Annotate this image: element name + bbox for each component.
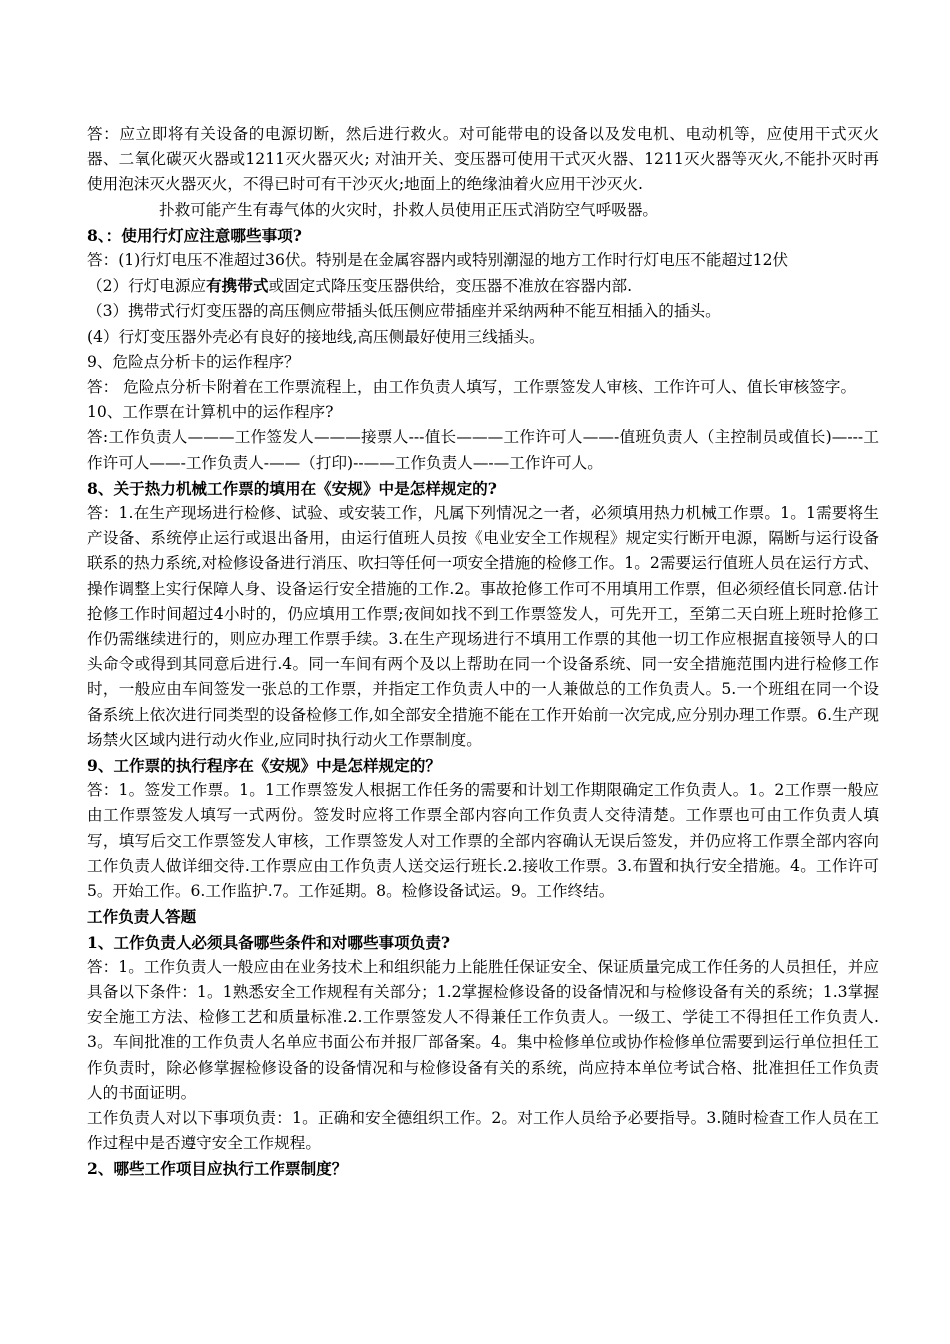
paragraph-leader-responsibilities: 工作负责人对以下事项负责：1。正确和安全德组织工作。2。对工作人员给予必要指导。3.随时检查工作人员在工作过程中是否遵守安全工作规程。 xyxy=(87,1108,879,1153)
section-heading-work-leader: 工作负责人答题 xyxy=(87,907,197,927)
paragraph-answer-fire: 答：应立即将有关设备的电源切断，然后进行救火。对可能带电的设备以及发电机、电动机等，应使用干式灭火器、二氧化碳灭火器或1211灭火器灭火; 对油开关、变压器可使用干式灭火器、1211灭火器等灭火,不能扑灭时再使用泡沫灭火器灭火，不得已时可有干沙灭火;地面上的绝缘油着火应用干沙灭火. xyxy=(87,125,879,194)
paragraph-computer-workflow-answer: 答:工作负责人———工作签发人———接票人---值长———工作许可人——-值班负责人（主控制员或值长)—---工作许可人——-工作负责人-——（打印)--——工作负责人—-—工作许可人。 xyxy=(87,428,879,472)
question-heading-thermal-ticket: 8、关于热力机械工作票的填用在《安规》中是怎样规定的? xyxy=(87,478,497,498)
paragraph-risk-card-answer: 答： 危险点分析卡附着在工作票流程上，由工作负责人填写，工作票签发人审核、工作许可人、值长审核签字。 xyxy=(87,378,857,397)
paragraph-leader-conditions-answer: 答：1。工作负责人一般应由在业务技术上和组织能力上能胜任保证安全、保证质量完成工作任务的人员担任，并应具备以下条件：1。1熟悉安全工作规程有关部分；1.2掌握检修设备的设备情况和与检修设备有关的系统；1.3掌握安全施工方法、检修工艺和质量标准.2.工作票签发人不得兼任工作负责人。一级工、学徒工不得担任工作负责人.3。车间批准的工作负责人名单应书面公布并报厂部备案。4。集中检修单位或协作检修单位需要到运行单位担任工作负责时，除必修掌握检修设备的设备情况和与检修设备有关的系统，尚应持本单位考试合格、批准担任工作负责人的书面证明。 xyxy=(87,957,879,1102)
paragraph-ticket-procedure-answer: 答：1。签发工作票。1。1工作票签发人根据工作任务的需要和计划工作期限确定工作负责人。1。2工作票一般应由工作票签发人填写一式两份。签发时应将工作票全部内容向工作负责人交待清楚。工作票也可由工作负责人填写，填写后交工作票签发人审核，工作票签发人对工作票的全部内容确认无误后签发，并仍应将工作票全部内容向工作负责人做详细交待.工作票应由工作负责人送交运行班长.2.接收工作票。3.布置和执行安全措施。4。工作许可5。开始工作。6.工作监护.7。工作延期。8。检修设备试运。9。工作终结。 xyxy=(87,781,879,901)
question-heading-leader-conditions: 1、工作负责人必须具备哪些条件和对哪些事项负责? xyxy=(87,932,451,952)
question-heading-ticket-procedure: 9、工作票的执行程序在《安规》中是怎样规定的？ xyxy=(87,756,441,776)
lamp-power-text-bold: 有携带式 xyxy=(206,276,269,296)
paragraph-toxic-gas-note: 扑救可能产生有毒气体的火灾时，扑救人员使用正压式消防空气呼吸器。 xyxy=(159,200,659,219)
paragraph-lamp-transformer-ground: (4）行灯变压器外壳必有良好的接地线,高压侧最好使用三线插头。 xyxy=(87,327,545,346)
lamp-power-text-after: 或固定式降压变压器供给，变压器不准放在容器内部. xyxy=(268,277,633,296)
question-computer-workflow: 10、工作票在计算机中的运作程序? xyxy=(87,403,334,422)
lamp-power-text-before: （2）行灯电源应 xyxy=(87,277,207,296)
paragraph-thermal-ticket-answer: 答：1.在生产现场进行检修、试验、或安装工作，凡属下列情况之一者，必须填用热力机械工作票。1。1需要将生产设备、系统停止运行或退出备用，由运行值班人员按《电业安全工作规程》规定实行断开电源，隔断与运行设备联系的热力系统,对检修设备进行消压、吹扫等任何一项安全措施的检修工作。1。2需要运行值班人员在运行方式、操作调整上实行保障人身、设备运行安全措施的工作.2。事故抢修工作可不用填用工作票，但必须经值长同意.估计抢修工作时间超过4小时的，仍应填用工作票;夜间如找不到工作票签发人，可先开工，至第二天白班上班时抢修工作仍需继续进行的，则应办理工作票手续。3.在生产现场进行不填用工作票的其他一切工作应根据直接领导人的口头命令或得到其同意后进行.4。同一车间有两个及以上帮助在同一个设备系统、同一安全措施范围内进行检修工作时，一般应由车间签发一张总的工作票，并指定工作负责人中的一人兼做总的工作负责人。5.一个班组在同一个设备系统上依次进行同类型的设备检修工作,如全部安全措施不能在工作开始前一次完成,应分别办理工作票。6.生产现场禁火区域内进行动火作业,应同时执行动火工作票制度。 xyxy=(87,504,879,749)
question-risk-card: 9、危险点分析卡的运作程序？ xyxy=(87,352,300,371)
document-body xyxy=(87,122,879,1182)
paragraph-lamp-power xyxy=(87,273,879,299)
paragraph-lamp-transformer-plug: （3）携带式行灯变压器的高压侧应带插头低压侧应带插座并采纳两种不能互相插入的插头。 xyxy=(87,302,721,321)
question-heading-ticket-items: 2、哪些工作项目应执行工作票制度？ xyxy=(87,1159,348,1179)
question-heading-lamp: 8、：使用行灯应注意哪些事项? xyxy=(87,225,302,245)
paragraph-lamp-voltage: 答：(1)行灯电压不准超过36伏。特别是在金属容器内或特别潮湿的地方工作时行灯电压不能超过12伏 xyxy=(87,251,789,270)
